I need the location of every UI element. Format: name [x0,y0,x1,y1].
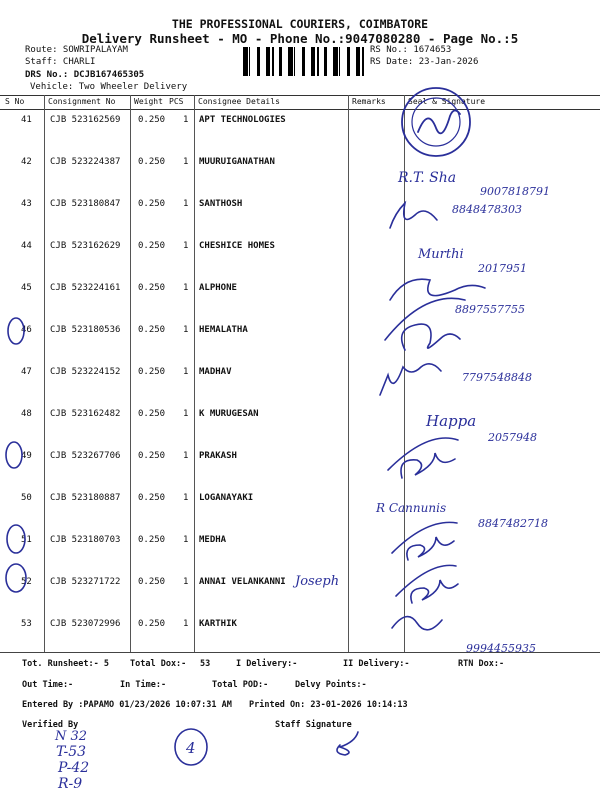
row-pcs: 1 [183,577,189,587]
row-weight: 0.250 [138,493,166,503]
total-dox-value: 53 [200,659,211,669]
signature-43 [390,203,437,228]
row-pcs: 1 [183,115,189,125]
row-consignment: CJB 523072996 [50,619,121,629]
delvy-points: Delvy Points:- [295,680,367,690]
row-consignment: CJB 523162569 [50,115,121,125]
row-consignee: LOGANAYAKI [199,493,254,503]
row-consignee: SANTHOSH [199,199,243,209]
row-consignment: CJB 523224152 [50,367,121,377]
row-weight: 0.250 [138,157,166,167]
vehicle-label: Vehicle: Two Wheeler Delivery [30,82,188,92]
col-remarks: Remarks [352,97,386,106]
staff-label: Staff: CHARLI [25,57,96,67]
signature-50: R Cannunis [376,501,447,515]
i-delivery: I Delivery:- [236,659,298,669]
staff-signature-label: Staff Signature [275,720,352,730]
row-sno: 53 [21,619,32,629]
row-pcs: 1 [183,409,189,419]
phone-50: 8847482718 [478,517,548,530]
row-pcs: 1 [183,619,189,629]
col-consignee: Consignee Details [198,97,280,106]
printed-on: Printed On: 23-01-2026 10:14:13 [249,700,408,710]
seal-stamp [402,88,470,156]
signature-52 [411,580,458,603]
row-consignee: K MURUGESAN [199,409,259,419]
row-consignee: MADHAV [199,367,232,377]
row-consignment: CJB 523180536 [50,325,121,335]
row-sno: 42 [21,157,32,167]
signature-47 [380,364,441,395]
row-sno: 51 [21,535,32,545]
row-sno: 46 [21,325,32,335]
row-consignee: MUURUIGANATHAN [199,157,275,167]
signature-49 [401,453,455,478]
col-weight: Weight [134,97,163,106]
remark-52-handwritten: Joseph [295,574,340,589]
drs-number: DRS No.: DCJB167465305 [25,70,145,80]
row-weight: 0.250 [138,577,166,587]
verified-note-line1: N 32 [55,729,88,744]
row-pcs: 1 [183,199,189,209]
row-pcs: 1 [183,157,189,167]
row-consignee: CHESHICE HOMES [199,241,275,251]
col-sno: S No [5,97,25,106]
row-consignee: ANNAI VELANKANNI [199,577,286,587]
row-weight: 0.250 [138,535,166,545]
row-consignment: CJB 523180847 [50,199,121,209]
total-dox-label: Total Dox:- [130,659,187,669]
phone-44: 2017951 [478,262,527,275]
signature-53 [392,617,442,630]
in-time: In Time:- [120,680,167,690]
row-consignment: CJB 523271722 [50,577,121,587]
total-pod: Total POD:- [212,680,269,690]
route-label: Route: SOWRIPALAYAM [25,45,128,55]
row-51-circle-mark [7,525,25,553]
row-consignment: CJB 523162629 [50,241,121,251]
phone-47: 7797548848 [462,371,532,384]
row-weight: 0.250 [138,325,166,335]
row-sno: 44 [21,241,32,251]
row-consignee: APT TECHNOLOGIES [199,115,286,125]
phone-42: 9007818791 [480,185,550,198]
signature-44: Murthi [418,247,464,262]
verified-by: Verified By [22,720,79,730]
signature-45 [390,279,485,300]
row-consignee: HEMALATHA [199,325,248,335]
row-sno: 52 [21,577,32,587]
row-pcs: 1 [183,535,189,545]
runsheet-subtitle: Delivery Runsheet - MO - Phone No.:9047080280 - Page No.:5 [81,31,519,46]
signature-46 [402,324,460,350]
row-sno: 43 [21,199,32,209]
staff-signature-ink [337,732,358,755]
row-sno: 41 [21,115,32,125]
row-weight: 0.250 [138,451,166,461]
row-weight: 0.250 [138,283,166,293]
row-consignee: MEDHA [199,535,227,545]
row-sno: 50 [21,493,32,503]
row-pcs: 1 [183,325,189,335]
signature-51 [407,537,454,560]
entered-by: Entered By :PAPAMO 01/23/2026 10:07:31 AM [22,700,232,710]
row-pcs: 1 [183,367,189,377]
rs-date: RS Date: 23-Jan-2026 [370,57,479,67]
company-title: THE PROFESSIONAL COURIERS, COIMBATORE [171,17,429,31]
phone-53: 9994455935 [466,642,536,655]
row-consignee: ALPHONE [199,283,237,293]
phone-48: 2057948 [488,431,537,444]
ii-delivery: II Delivery:- [343,659,410,669]
row-weight: 0.250 [138,199,166,209]
row-consignment: CJB 523162482 [50,409,121,419]
circled-count: 4 [186,739,196,757]
row-weight: 0.250 [138,409,166,419]
row-consignment: CJB 523180703 [50,535,121,545]
row-pcs: 1 [183,451,189,461]
row-consignee: PRAKASH [199,451,237,461]
verified-note-line4: R-9 [58,776,83,792]
row-consignment: CJB 523224387 [50,157,121,167]
signature-42: R.T. Sha [398,170,457,186]
row-weight: 0.250 [138,241,166,251]
row-weight: 0.250 [138,115,166,125]
row-weight: 0.250 [138,367,166,377]
row-sno: 48 [21,409,32,419]
row-consignment: CJB 523224161 [50,283,121,293]
row-52-circle-mark [6,564,26,592]
verified-note-line3: P-42 [58,760,90,776]
col-consignment: Consignment No [48,97,116,106]
row-sno: 49 [21,451,32,461]
tot-runsheet: Tot. Runsheet:- 5 [22,659,109,669]
verified-note-line2: T-53 [56,744,87,760]
row-sno: 45 [21,283,32,293]
signature-48: Happa [426,412,477,430]
row-consignment: CJB 523267706 [50,451,121,461]
row-pcs: 1 [183,283,189,293]
signature-49-stroke [388,438,458,470]
rs-number: RS No.: 1674653 [370,45,452,55]
row-pcs: 1 [183,241,189,251]
out-time: Out Time:- [22,680,74,690]
row-consignment: CJB 523180887 [50,493,121,503]
phone-43: 8848478303 [452,203,522,216]
signature-52-stroke [396,565,456,596]
rtn-dox: RTN Dox:- [458,659,505,669]
row-49-circle-mark [6,442,22,468]
col-seal-signature: Seal & Signature [408,97,486,106]
row-consignee: KARTHIK [199,619,237,629]
row-weight: 0.250 [138,619,166,629]
row-sno: 47 [21,367,32,377]
row-46-circle-mark [8,318,24,344]
col-pcs: PCS [169,97,184,106]
row-pcs: 1 [183,493,189,503]
phone-45: 8897557755 [455,303,525,316]
